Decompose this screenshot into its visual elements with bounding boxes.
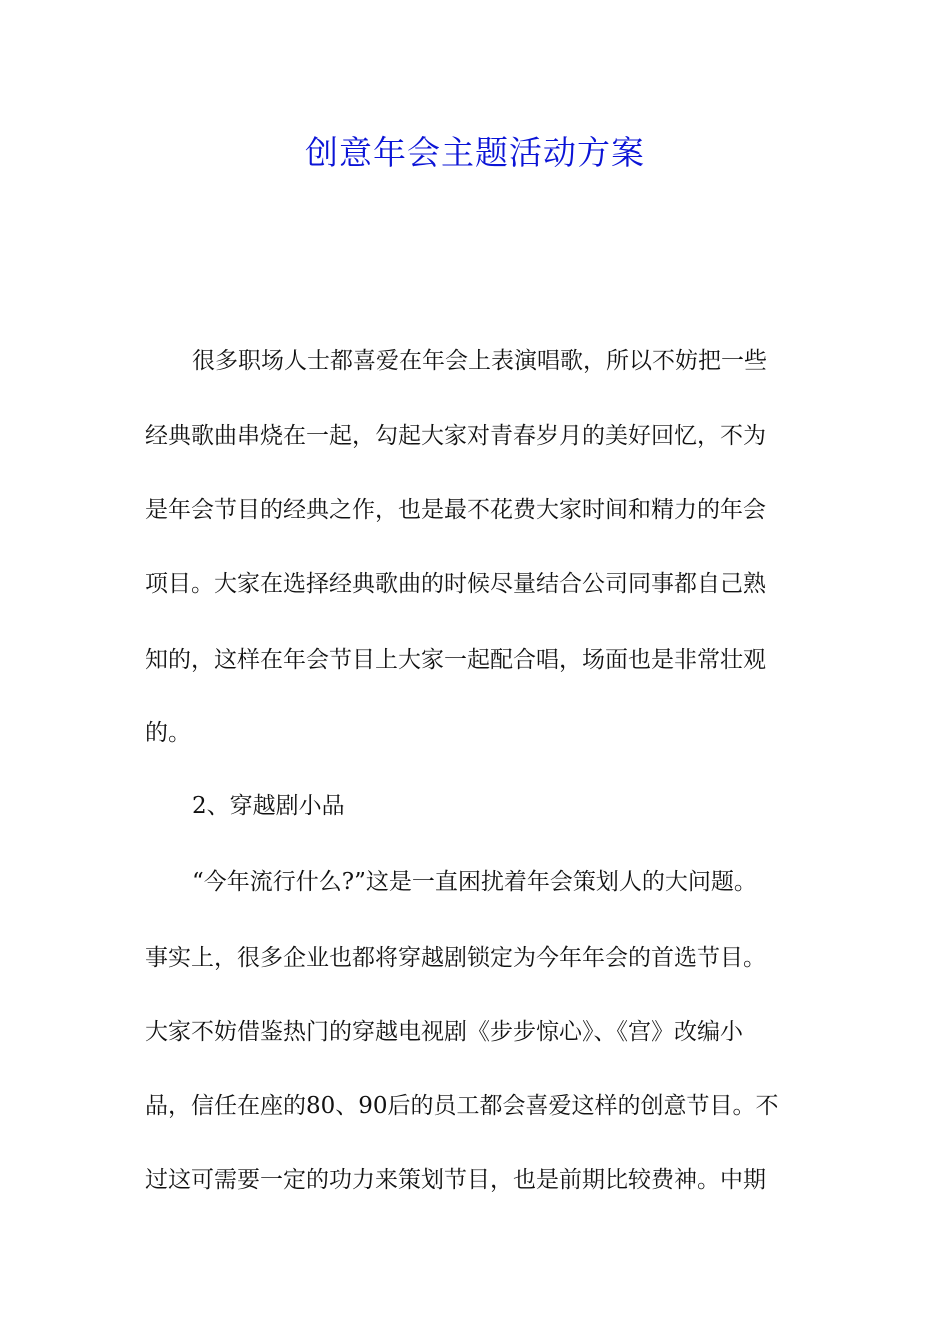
- paragraph-line: 经典歌曲串烧在一起，勾起大家对青春岁月的美好回忆，不为: [145, 423, 766, 449]
- section-heading: 2、穿越剧小品: [192, 793, 345, 819]
- paragraph-line: 很多职场人士都喜爱在年会上表演唱歌，所以不妨把一些: [192, 348, 767, 374]
- paragraph-line: 事实上，很多企业也都将穿越剧锁定为今年年会的首选节目。: [145, 945, 766, 971]
- document-title: 创意年会主题活动方案: [305, 133, 645, 172]
- paragraph-line: 大家不妨借鉴热门的穿越电视剧《步步惊心》、《宫》改编小: [145, 1019, 743, 1045]
- paragraph-line: 品，信任在座的80、90后的员工都会喜爱这样的创意节目。不: [145, 1093, 779, 1119]
- paragraph-line: 是年会节目的经典之作，也是最不花费大家时间和精力的年会: [145, 497, 766, 523]
- paragraph-line: “今年流行什么?”这是一直困扰着年会策划人的大问题。: [192, 869, 757, 895]
- paragraph-line: 过这可需要一定的功力来策划节目，也是前期比较费神。中期: [145, 1167, 766, 1193]
- paragraph-line: 项目。大家在选择经典歌曲的时候尽量结合公司同事都自己熟: [145, 571, 766, 597]
- paragraph-line: 知的，这样在年会节目上大家一起配合唱，场面也是非常壮观: [145, 647, 766, 673]
- paragraph-line: 的。: [145, 720, 191, 746]
